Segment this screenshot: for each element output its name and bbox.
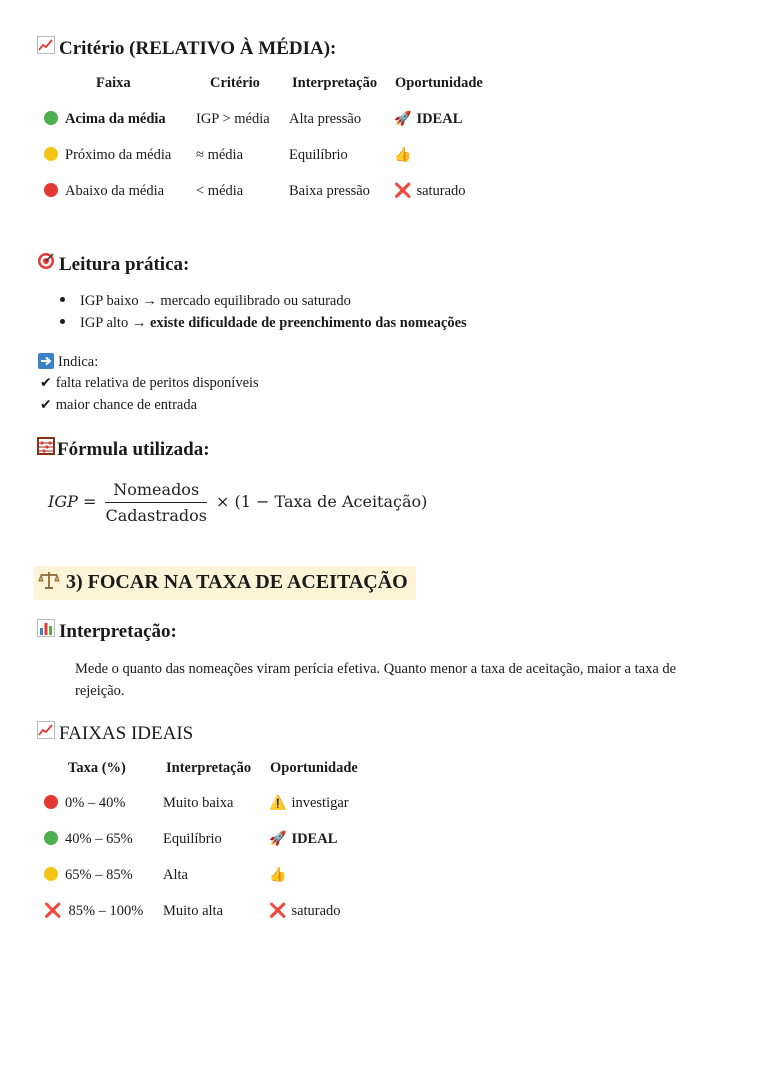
col-header-criterio: Critério: [210, 75, 260, 91]
section3-heading: 3) FOCAR NA TAXA DE ACEITAÇÃO: [34, 566, 416, 600]
red-circle-icon: [44, 183, 58, 197]
table-row-taxa: ❌ 85% – 100%: [44, 903, 144, 919]
table-cell-interpretacao: Muito baixa: [163, 795, 234, 811]
chart-increasing-icon: [37, 721, 59, 745]
faixas-heading: FAIXAS IDEAIS: [37, 721, 193, 745]
table-cell-oportunidade: 🚀 IDEAL: [394, 111, 463, 127]
table-cell-oportunidade: ⚠️ investigar: [269, 795, 349, 811]
warning-icon: ⚠️: [269, 795, 287, 811]
formula-fraction: $\frac{\text{Nomeados}}{\text{Cadastrados}}$: [105, 480, 207, 525]
table-row-faixa: Próximo da média: [44, 147, 171, 164]
abacus-icon: [37, 437, 57, 461]
yellow-circle-icon: [44, 147, 58, 161]
table-row-faixa: Acima da média: [44, 111, 166, 128]
yellow-circle-icon: [44, 867, 58, 881]
list-item: IGP baixo → mercado equilibrado ou saturado: [60, 293, 351, 310]
col-header-faixa: Faixa: [96, 75, 131, 91]
cross-mark-icon: ❌: [44, 903, 62, 919]
table-cell-oportunidade: ❌ saturado: [394, 183, 466, 199]
chart-increasing-icon: [37, 36, 59, 60]
formula: IGP = $\frac{\text{Nomeados}}{\text{Cadastrados}}$ × (1 − Taxa de Aceitação): [48, 480, 428, 525]
green-circle-icon: [44, 831, 58, 845]
table-row-taxa: 65% – 85%: [44, 867, 133, 884]
criterio-heading: Critério (RELATIVO À MÉDIA):: [37, 36, 336, 60]
table-cell-interpretacao: Alta: [163, 867, 188, 883]
cross-mark-icon: ❌: [394, 183, 412, 199]
table-cell-interpretacao: Alta pressão: [289, 111, 362, 127]
check-item: ✔ falta relativa de peritos disponíveis: [40, 375, 259, 391]
formula-heading: Fórmula utilizada:: [37, 437, 210, 461]
right-arrow-icon: [38, 353, 54, 374]
table-cell-oportunidade: [394, 147, 416, 164]
check-item: ✔ maior chance de entrada: [40, 397, 198, 413]
indica-line: Indica:: [38, 353, 98, 374]
table-cell-oportunidade: 🚀 IDEAL: [269, 831, 338, 847]
col-header-oportunidade: Oportunidade: [395, 75, 483, 91]
check-mark-icon: ✔: [40, 397, 52, 413]
check-mark-icon: ✔: [40, 375, 52, 391]
table-cell-criterio: < média: [196, 183, 244, 199]
table-cell-interpretacao: Equilíbrio: [289, 147, 348, 163]
col-header-oportunidade: Oportunidade: [270, 760, 358, 776]
table-cell-oportunidade: ❌ saturado: [269, 903, 341, 919]
col-header-interpretacao: Interpretação: [166, 760, 252, 776]
table-cell-criterio: ≈ média: [196, 147, 244, 163]
table-cell-interpretacao: Muito alta: [163, 903, 224, 919]
bar-chart-icon: [37, 619, 59, 643]
table-cell-oportunidade: [269, 867, 291, 884]
rocket-icon: 🚀: [269, 831, 287, 847]
leitura-heading: Leitura prática:: [37, 252, 189, 276]
thumbs-up-icon: 👍: [269, 867, 287, 883]
red-circle-icon: [44, 795, 58, 809]
thumbs-up-icon: 👍: [394, 147, 412, 163]
rocket-icon: 🚀: [394, 111, 412, 127]
table-row-taxa: 40% – 65%: [44, 831, 133, 848]
cross-mark-icon: ❌: [269, 903, 287, 919]
balance-scale-icon: [38, 570, 60, 596]
table-cell-criterio: IGP > média: [196, 111, 270, 127]
col-header-taxa: Taxa (%): [68, 760, 126, 776]
table-row-taxa: 0% – 40%: [44, 795, 125, 812]
table-row-faixa: Abaixo da média: [44, 183, 164, 200]
formula-rhs: × (1 − Taxa de Aceitação): [216, 492, 428, 511]
interpretacao-heading: Interpretação:: [37, 619, 177, 643]
green-circle-icon: [44, 111, 58, 125]
table-cell-interpretacao: Equilíbrio: [163, 831, 222, 847]
table-cell-interpretacao: Baixa pressão: [289, 183, 370, 199]
col-header-interpretacao: Interpretação: [292, 75, 378, 91]
interpretacao-paragraph: Mede o quanto das nomeações viram perícia efetiva. Quanto menor a taxa de aceitação, maior a taxa de rejeição.: [75, 661, 677, 699]
formula-lhs: IGP: [48, 492, 78, 511]
list-item: IGP alto → existe dificuldade de preenchimento das nomeações: [60, 315, 467, 332]
target-icon: [37, 252, 59, 276]
